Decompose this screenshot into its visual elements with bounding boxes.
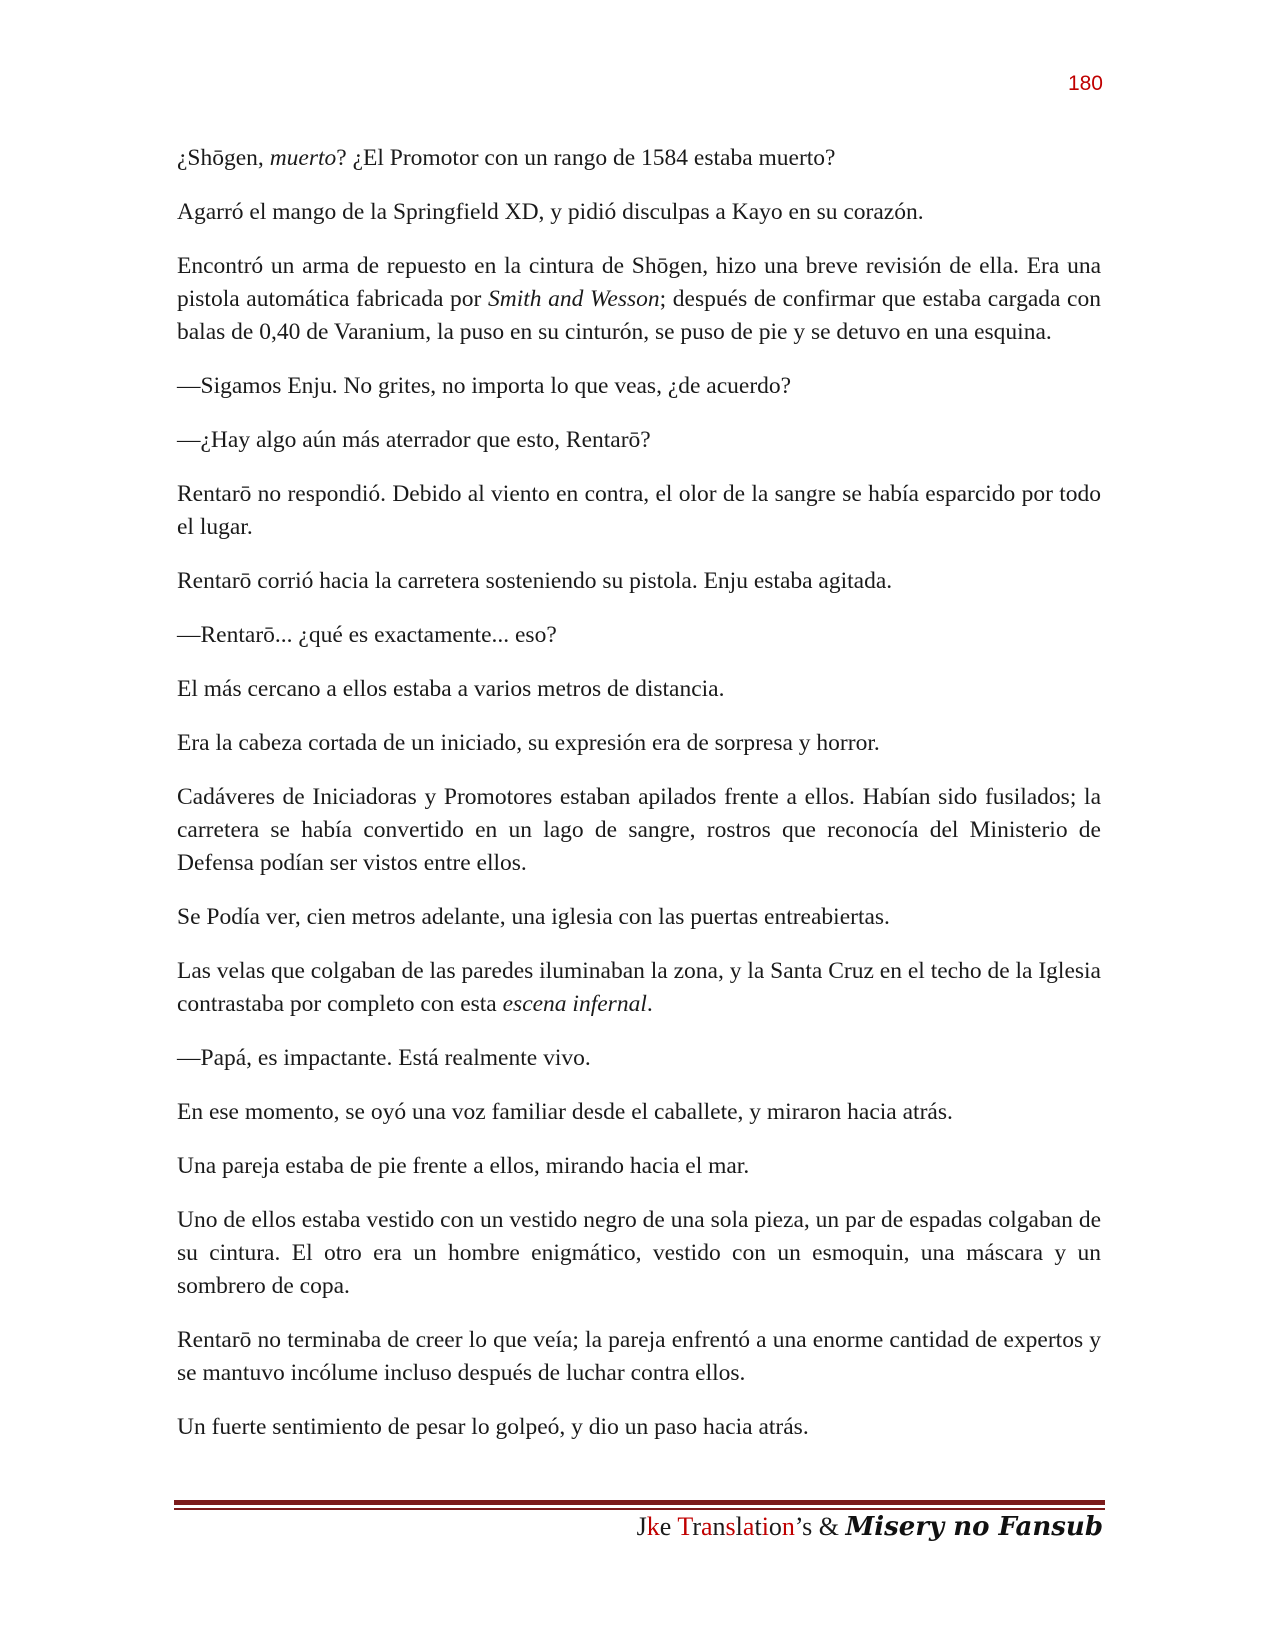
translator-credit-segment: e <box>659 1512 678 1541</box>
translator-credit-segment: r <box>692 1512 701 1541</box>
paragraph <box>177 1411 1101 1444</box>
text-run: Rentarō no terminaba de creer lo que veía; la pareja enfrentó a una enorme cantidad de expertos y se mantuvo incólume incluso después de luchar contra ellos. <box>177 1327 1101 1386</box>
text-run: —Papá, es impactante. Está realmente vivo. <box>177 1045 591 1071</box>
text-run: —Rentarō... ¿qué es exactamente... eso? <box>177 622 557 648</box>
paragraph <box>177 370 1101 403</box>
paragraph <box>177 1204 1101 1303</box>
italic-text: Smith and Wesson <box>487 286 660 312</box>
text-run: Rentarō corrió hacia la carretera sosteniendo su pistola. Enju estaba agitada. <box>177 568 893 594</box>
translator-credit-segment: a <box>701 1512 713 1541</box>
translator-credit-segment: ’s <box>794 1512 813 1541</box>
translator-credit-segment: k <box>646 1512 660 1541</box>
text-run: ; después de confirmar que estaba cargada con balas de 0,40 de Varanium, la puso en su cinturón, se puso de pie y se detuvo en una esquina. <box>177 286 1101 345</box>
text-run: ? ¿El Promotor con un rango de 1584 estaba muerto? <box>336 145 836 171</box>
paragraph <box>177 424 1101 457</box>
text-run: Una pareja estaba de pie frente a ellos, mirando hacia el mar. <box>177 1153 750 1179</box>
text-run: —¿Hay algo aún más aterrador que esto, Rentarō? <box>177 427 651 453</box>
text-run: Agarró el mango de la Springfield XD, y pidió disculpas a Kayo en su corazón. <box>177 199 924 225</box>
paragraph <box>177 1096 1101 1129</box>
translator-credit-segment: n <box>712 1512 726 1541</box>
paragraph <box>177 1150 1101 1183</box>
text-run: El más cercano a ellos estaba a varios metros de distancia. <box>177 676 725 702</box>
italic-text: escena infernal <box>502 991 647 1017</box>
text-run: —Sigamos Enju. No grites, no importa lo que veas, ¿de acuerdo? <box>177 373 792 399</box>
paragraph <box>177 619 1101 652</box>
footer-credits <box>637 1512 1103 1542</box>
translator-credit-segment: & <box>812 1512 846 1541</box>
paragraph <box>177 955 1101 1021</box>
page-number: 180 <box>1067 72 1103 95</box>
paragraph <box>177 1042 1101 1075</box>
paragraph <box>177 565 1101 598</box>
text-run: Se Podía ver, cien metros adelante, una iglesia con las puertas entreabiertas. <box>177 904 890 930</box>
paragraph <box>177 196 1101 229</box>
text-run: . <box>646 991 653 1017</box>
text-run: Cadáveres de Iniciadoras y Promotores estaban apilados frente a ellos. Habían sido fusilados; la carretera se había convertido en un lago de sangre, rostros que reconocía del Ministerio de Defensa podían ser vistos entre ellos. <box>177 784 1101 876</box>
text-run: En ese momento, se oyó una voz familiar desde el caballete, y miraron hacia atrás. <box>177 1099 953 1125</box>
footer-divider-thin <box>174 1508 1105 1510</box>
italic-text: muerto <box>269 145 337 171</box>
translator-credit-segment: l <box>735 1512 743 1541</box>
text-run: Encontró un arma de repuesto en la cintura de Shōgen, hizo una breve revisión de ella. Era una pistola automática fabricada por <box>177 253 1101 312</box>
page-body <box>177 142 1101 1465</box>
paragraph <box>177 250 1101 349</box>
translator-credit-segment: o <box>768 1512 782 1541</box>
translator-credit-segment: a <box>742 1512 755 1541</box>
paragraph <box>177 142 1101 175</box>
text-run: Un fuerte sentimiento de pesar lo golpeó, y dio un paso hacia atrás. <box>177 1414 809 1440</box>
text-run: Rentarō no respondió. Debido al viento en contra, el olor de la sangre se había esparcido por todo el lugar. <box>177 481 1101 540</box>
translator-credit-segment: n <box>781 1512 795 1541</box>
text-run: Uno de ellos estaba vestido con un vestido negro de una sola pieza, un par de espadas colgaban de su cintura. El otro era un hombre enigmático, vestido con un esmoquin, una máscara y un sombrero de copa. <box>177 1207 1101 1299</box>
text-run: ¿Shōgen, <box>177 145 270 171</box>
paragraph <box>177 727 1101 760</box>
translator-credit-segment: t <box>754 1512 762 1541</box>
translator-credit-segment: T <box>677 1512 693 1541</box>
paragraph <box>177 1324 1101 1390</box>
text-run: Las velas que colgaban de las paredes iluminaban la zona, y la Santa Cruz en el techo de la Iglesia contrastaba por completo con esta <box>177 958 1101 1017</box>
paragraph <box>177 901 1101 934</box>
translator-credit-segment: i <box>761 1512 769 1541</box>
footer-divider-thick <box>174 1500 1105 1505</box>
paragraph <box>177 478 1101 544</box>
text-run: Era la cabeza cortada de un iniciado, su expresión era de sorpresa y horror. <box>177 730 880 756</box>
paragraph <box>177 781 1101 880</box>
translator-credit-segment: s <box>725 1512 736 1541</box>
fansub-name: Misery no Fansub <box>845 1512 1103 1542</box>
paragraph <box>177 673 1101 706</box>
translator-credit-segment: J <box>636 1512 647 1541</box>
